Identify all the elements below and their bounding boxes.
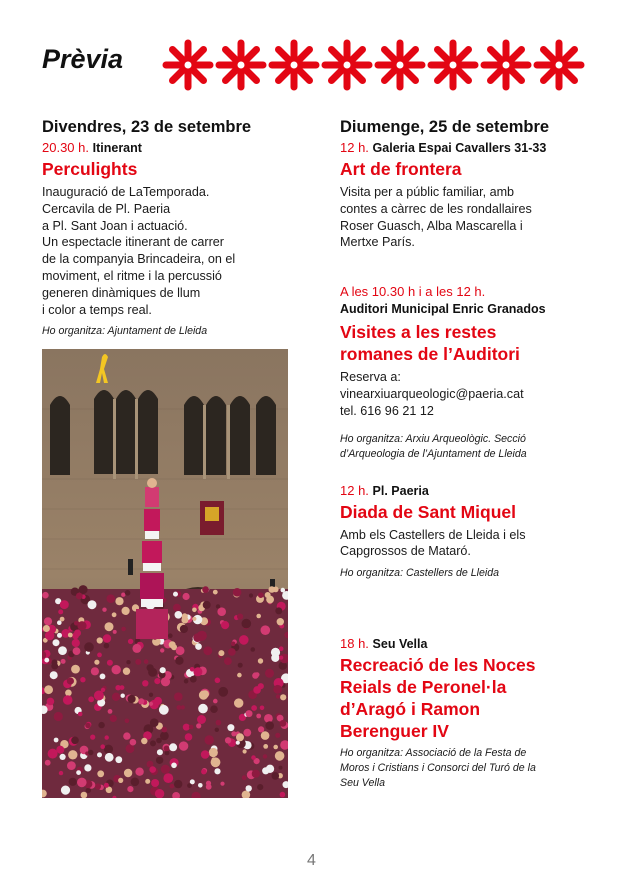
event-organizer: Ho organitza: Castellers de Lleida — [340, 567, 499, 580]
star-icon — [272, 43, 316, 87]
event-place: Auditori Municipal Enric Granados — [340, 302, 546, 317]
event-time-line — [340, 482, 600, 500]
day-heading: Diumenge, 25 de setembre — [340, 118, 550, 136]
event-organizer: Ho organitza: Associació de la Festa de Moros i Cristians i Consorci del Turó de la Seu Vella — [340, 747, 536, 790]
event-description: Visita per a públic familiar, amb contes a càrrec de les rondallaires Roser Guasch, Alba Mascarella i Mertxe París. — [340, 185, 532, 250]
event-title: Diada de Sant Miquel — [340, 501, 516, 522]
event-title: Perculights — [42, 159, 138, 179]
page-title: Prèvia — [42, 44, 124, 74]
event-time-line — [42, 139, 302, 157]
event-time-line — [340, 635, 600, 653]
star-icon — [325, 43, 369, 87]
day-heading: Divendres, 23 de setembre — [42, 118, 252, 136]
event-title: Visites a les restes romanes de l’Auditori — [340, 322, 520, 365]
right-column — [340, 118, 600, 791]
event-place: Seu Vella — [372, 637, 428, 652]
event-place: Galeria Espai Cavallers 31-33 — [372, 141, 547, 155]
left-column — [42, 118, 302, 339]
event-time: 12 h. — [340, 140, 369, 155]
event-title: Art de frontera — [340, 159, 462, 179]
event-block — [340, 139, 600, 251]
star-icon — [219, 43, 263, 87]
event-description: Amb els Castellers de Lleida i els Capgrossos de Mataró. — [340, 527, 526, 559]
star-icon — [537, 43, 581, 87]
star-icon — [431, 43, 475, 87]
event-block — [340, 482, 600, 582]
event-block — [340, 283, 600, 461]
event-organizer: Ho organitza: Ajuntament de Lleida — [42, 325, 208, 338]
star-icon — [166, 43, 210, 87]
event-block — [340, 635, 600, 791]
star-icon — [484, 43, 528, 87]
event-time: A les 10.30 h i a les 12 h. — [340, 284, 486, 300]
castellers-photo — [42, 349, 288, 798]
event-description: Reserva a: vinearxiuarqueologic@paeria.cat tel. 616 96 21 12 — [340, 370, 524, 418]
star-icon — [378, 43, 422, 87]
event-time: 20.30 h. — [42, 140, 89, 155]
page-number: 4 — [307, 852, 316, 869]
decorative-stars — [161, 34, 589, 96]
event-time-line — [340, 139, 600, 157]
event-time: 12 h. — [340, 482, 369, 498]
event-place: Itinerant — [92, 141, 142, 155]
event-organizer: Ho organitza: Arxiu Arqueològic. Secció d’Arqueologia de l’Ajuntament de Lleida — [340, 432, 527, 460]
event-title: Recreació de les Noces Reials de Peronel·la d’Aragó i Ramon Berenguer IV — [340, 655, 536, 742]
event-place: Pl. Paeria — [372, 483, 429, 498]
event-description: Inauguració de LaTemporada. Cercavila de Pl. Paeria a Pl. Sant Joan i actuació. Un espectacle itinerant de carrer de la companyia Brincadeira, on el moviment, el ritme i la percussió generen dinàmiques de llum i color a temps real. — [42, 185, 236, 317]
event-time: 18 h. — [340, 636, 369, 652]
